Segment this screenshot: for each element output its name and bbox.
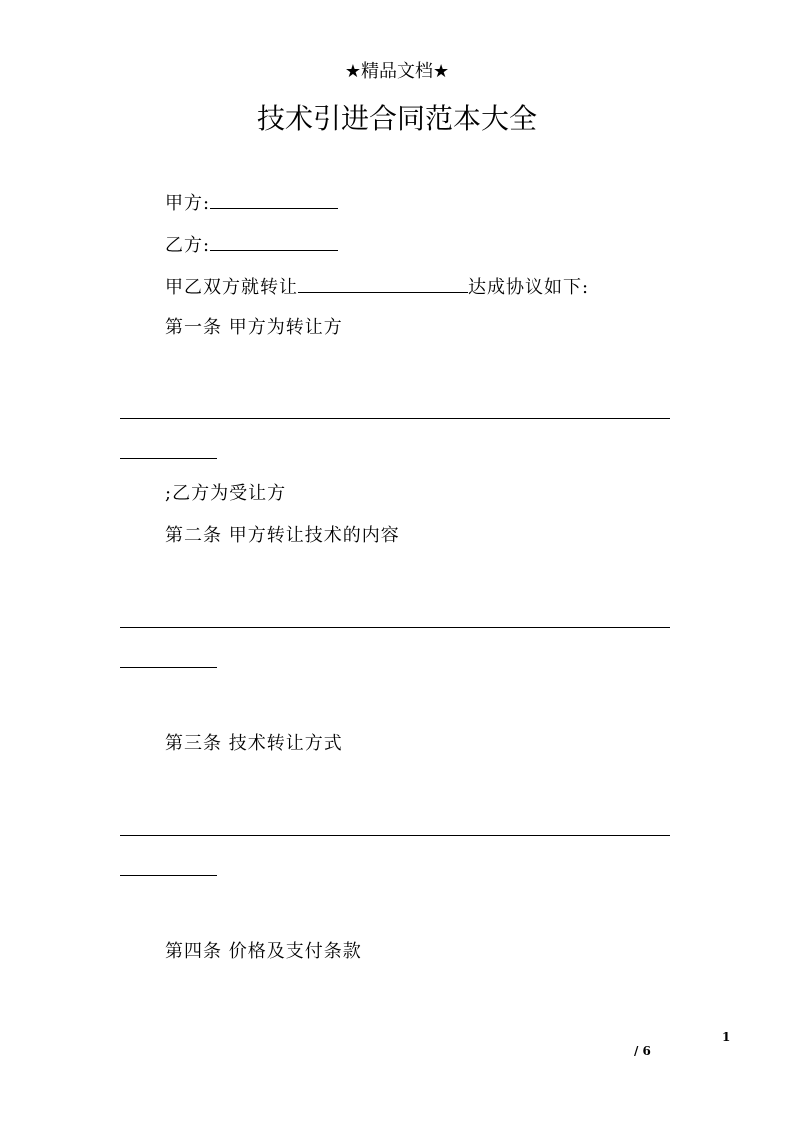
article-1-tail: ;乙方为受让方 [165, 483, 287, 504]
article-1-fill-line-short[interactable] [120, 458, 217, 459]
article-1-fill-line[interactable] [120, 418, 670, 419]
page-number: 1 [722, 1030, 731, 1044]
agreement-suffix: 达成协议如下: [468, 277, 590, 298]
agreement-prefix: 甲乙双方就转让 [165, 277, 298, 298]
article-2-heading: 第二条 甲方转让技术的内容 [165, 525, 400, 546]
agreement-line [165, 274, 589, 300]
article-3-heading: 第三条 技术转让方式 [165, 733, 343, 754]
party-b-line [165, 232, 338, 258]
article-4-heading: 第四条 价格及支付条款 [165, 941, 362, 962]
header-mark: ★精品文档★ [344, 61, 450, 82]
page-total: / 6 [634, 1044, 651, 1058]
article-2-fill-line-short[interactable] [120, 667, 217, 668]
article-3-fill-line-short[interactable] [120, 875, 217, 876]
article-2-fill-line[interactable] [120, 627, 670, 628]
party-a-blank[interactable] [210, 190, 338, 209]
party-a-line [165, 190, 338, 216]
article-3-fill-line[interactable] [120, 835, 670, 836]
party-b-label: 乙方: [165, 235, 211, 256]
party-a-label: 甲方: [165, 193, 211, 214]
document-title: 技术引进合同范本大全 [256, 102, 537, 135]
article-1-heading: 第一条 甲方为转让方 [165, 317, 343, 338]
party-b-blank[interactable] [210, 232, 338, 251]
agreement-subject-blank[interactable] [298, 274, 468, 293]
